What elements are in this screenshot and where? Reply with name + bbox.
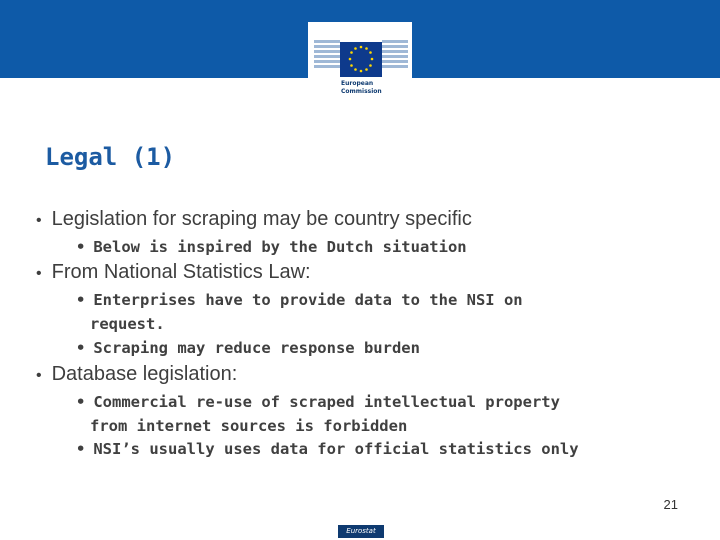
bullet-glyph: •	[76, 393, 86, 411]
bullet-2-text: From National Statistics Law:	[51, 261, 311, 283]
sub-bullet-3-2-text: NSI’s usually uses data for official statistics only	[93, 440, 579, 458]
bullet-3	[36, 363, 237, 386]
bullet-1-text: Legislation for scraping may be country specific	[51, 208, 472, 230]
sub-bullet-3-1-continuation: from internet sources is forbidden	[90, 417, 408, 435]
sub-bullet-1-1-text: Below is inspired by the Dutch situation	[93, 238, 467, 256]
bullet-glyph: •	[36, 212, 42, 229]
bullet-2	[36, 261, 311, 284]
logo-wordmark: European Commission	[341, 80, 382, 95]
sub-bullet-3-1-text: Commercial re-use of scraped intellectual property	[93, 393, 560, 411]
bullet-3-text: Database legislation:	[51, 363, 238, 385]
sub-bullet-2-2-text: Scraping may reduce response burden	[93, 339, 420, 357]
sub-bullet-2-1-continuation: request.	[90, 315, 165, 333]
sub-bullet-2-2	[76, 336, 420, 360]
sub-bullet-1-1	[76, 235, 467, 259]
bullet-glyph: •	[36, 265, 42, 282]
slide-title: Legal (1)	[45, 143, 176, 171]
sub-bullet-2-1-text: Enterprises have to provide data to the NSI on	[93, 291, 523, 309]
sub-bullet-3-1	[76, 390, 560, 438]
sub-bullet-3-2	[76, 437, 579, 461]
bullet-1	[36, 208, 472, 231]
bullet-glyph: •	[76, 291, 86, 309]
bullet-glyph: •	[76, 339, 86, 357]
berlaymont-building-icon	[308, 22, 412, 82]
bullet-glyph: •	[36, 367, 42, 384]
page-number: 21	[663, 497, 678, 512]
european-commission-logo	[308, 22, 412, 100]
bullet-glyph: •	[76, 238, 86, 256]
eurostat-badge: Eurostat	[338, 525, 384, 538]
bullet-glyph: •	[76, 440, 86, 458]
sub-bullet-2-1	[76, 288, 523, 336]
